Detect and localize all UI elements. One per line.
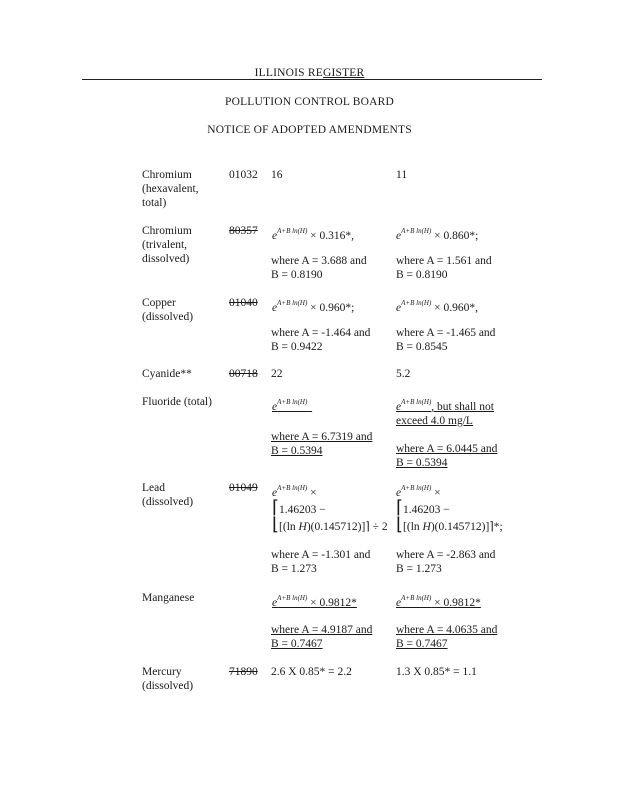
row-fluoride-chronic-where: where A = 6.0445 and B = 0.5394	[396, 443, 498, 469]
row-lead-chronic-expr: $e^{A+B ln(H)}$ × ⌈1.46203 − ⌊[(ln H)(0.145712)]⌉*;	[396, 484, 503, 534]
row-lead-name: Lead (dissolved)	[142, 482, 194, 508]
row-mercury-chronic: 1.3 X 0.85* = 1.1	[396, 666, 477, 678]
row-lead-acute-where: where A = -1.301 and B = 1.273	[271, 549, 371, 575]
row-fluoride-chronic-expr: $e^{A+B ln(H)}$, but shall not exceed 4.0 mg/L	[396, 398, 494, 427]
row-chromium-hex-acute: 16	[271, 169, 283, 181]
row-lead-acute-expr: $e^{A+B ln(H)}$ × ⌈1.46203 − ⌊[(ln H)(0.145712)]⌉ ÷ 2	[272, 484, 388, 534]
row-copper-acute-expr: $e^{A+B ln(H)} \times 0.960*$;	[272, 299, 355, 314]
row-chromium-hex-code: 01032	[229, 169, 258, 181]
row-chromium-tri-chronic-expr: $e^{A+B ln(H)} \times 0.860*$;	[396, 227, 479, 242]
row-fluoride-name: Fluoride (total)	[142, 396, 212, 408]
row-copper-name: Copper (dissolved)	[142, 297, 194, 323]
row-lead-code: 01049	[229, 482, 258, 494]
row-cyanide-chronic: 5.2	[396, 368, 411, 380]
row-chromium-tri-acute-expr: $e^{A+B ln(H)} \times 0.316*$,	[272, 227, 355, 242]
row-chromium-tri-acute-where: where A = 3.688 and B = 0.8190	[271, 255, 367, 281]
row-copper-chronic-expr: $e^{A+B ln(H)} \times 0.960*$,	[396, 299, 479, 314]
row-cyanide-acute: 22	[271, 368, 283, 380]
row-manganese-chronic-expr: $e^{A+B ln(H)} \times 0.9812*$	[396, 594, 481, 609]
row-manganese-acute-expr: $e^{A+B ln(H)} \times 0.9812*$	[272, 594, 357, 609]
row-chromium-hex-name: Chromium (hexavalent, total)	[142, 169, 199, 209]
row-copper-chronic-where: where A = -1.465 and B = 0.8545	[396, 327, 496, 353]
row-mercury-code: 71890	[229, 666, 258, 678]
row-cyanide-code: 00718	[229, 368, 258, 380]
row-copper-acute-where: where A = -1.464 and B = 0.9422	[271, 327, 371, 353]
row-lead-chronic-where: where A = -2.863 and B = 1.273	[396, 549, 496, 575]
row-chromium-tri-name: Chromium (trivalent, dissolved)	[142, 225, 192, 265]
row-chromium-tri-code: 80357	[229, 225, 258, 237]
row-manganese-acute-where: where A = 4.9187 and B = 0.7467	[271, 624, 373, 650]
header-rule	[82, 79, 542, 80]
header-title: ILLINOIS REGISTER	[254, 67, 365, 79]
row-manganese-name: Manganese	[142, 592, 195, 604]
row-manganese-chronic-where: where A = 4.0635 and B = 0.7467	[396, 624, 498, 650]
board-name: POLLUTION CONTROL BOARD	[224, 96, 394, 108]
row-chromium-tri-chronic-where: where A = 1.561 and B = 0.8190	[396, 255, 492, 281]
row-mercury-acute: 2.6 X 0.85* = 2.2	[271, 666, 352, 678]
row-chromium-hex-chronic: 11	[396, 169, 408, 181]
row-copper-code: 01040	[229, 297, 258, 309]
row-mercury-name: Mercury (dissolved)	[142, 666, 194, 692]
notice-title: NOTICE OF ADOPTED AMENDMENTS	[207, 124, 412, 136]
row-fluoride-acute-expr: $e^{A+B ln(H)}$	[272, 398, 308, 413]
row-fluoride-acute-where: where A = 6.7319 and B = 0.5394	[271, 431, 373, 457]
row-cyanide-name: Cyanide**	[142, 368, 192, 380]
